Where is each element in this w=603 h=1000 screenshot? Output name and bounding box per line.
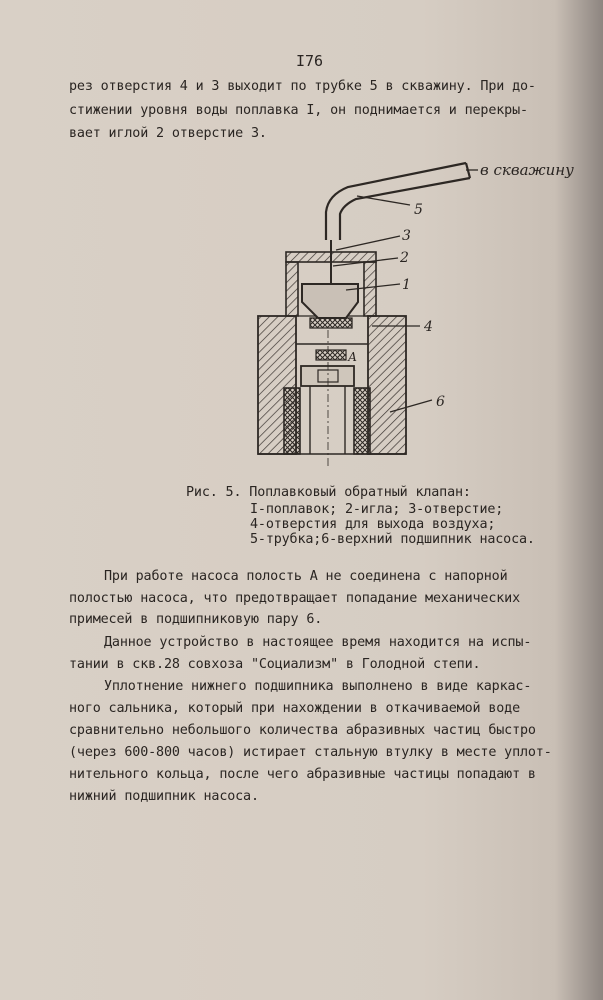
- cavity-label: А: [348, 350, 358, 364]
- callout-4: 4: [424, 319, 433, 335]
- text-line: Данное устройство в настоящее время находится на испы-: [104, 635, 532, 650]
- pump-body: [258, 316, 406, 468]
- figure-caption-line: 5-трубка;6-верхний подшипник насоса.: [250, 532, 535, 547]
- outlet-tube: [326, 163, 470, 240]
- callout-6: 6: [436, 394, 445, 410]
- text-line: стижении уровня воды поплавка I, он поднимается и перекры-: [69, 103, 528, 118]
- text-line: Уплотнение нижнего подшипника выполнено в виде каркас-: [104, 679, 532, 694]
- text-line: При работе насоса полость А не соединена с напорной: [104, 569, 508, 584]
- text-line: ного сальника, который при нахождении в откачиваемой воде: [69, 701, 520, 716]
- callout-2: 2: [400, 250, 409, 266]
- page-number: I76: [296, 52, 324, 70]
- figure-caption-line: I-поплавок; 2-игла; 3-отверстие;: [250, 502, 504, 517]
- text-line: тании в скв.28 совхоза "Социализм" в Голодной степи.: [69, 657, 481, 672]
- bearing-left: [284, 388, 300, 454]
- text-line: (через 600-800 часов) истирает стальную втулку в месте уплот-: [69, 745, 552, 760]
- bearing-right: [354, 388, 370, 454]
- text-line: нижний подшипник насоса.: [69, 789, 259, 804]
- text-line: полостью насоса, что предотвращает попадание механических: [69, 591, 520, 606]
- callout-1: 1: [402, 277, 411, 293]
- callout-3: 3: [402, 228, 411, 244]
- float-chamber: [286, 240, 376, 328]
- figure-caption-title: Рис. 5. Поплавковый обратный клапан:: [186, 485, 471, 500]
- callout-5: 5: [414, 202, 423, 218]
- figure-caption-line: 4-отверстия для выхода воздуха;: [250, 517, 496, 532]
- text-line: сравнительно небольшого количества абразивных частиц быстро: [69, 723, 536, 738]
- text-line: примесей в подшипниковую пару 6.: [69, 612, 323, 627]
- outlet-label: в скважину: [480, 161, 574, 179]
- text-line: рез отверстия 4 и 3 выходит по трубке 5 в скважину. При до-: [69, 79, 536, 94]
- text-line: вает иглой 2 отверстие 3.: [69, 126, 267, 141]
- text-line: нительного кольца, после чего абразивные частицы попадают в: [69, 767, 536, 782]
